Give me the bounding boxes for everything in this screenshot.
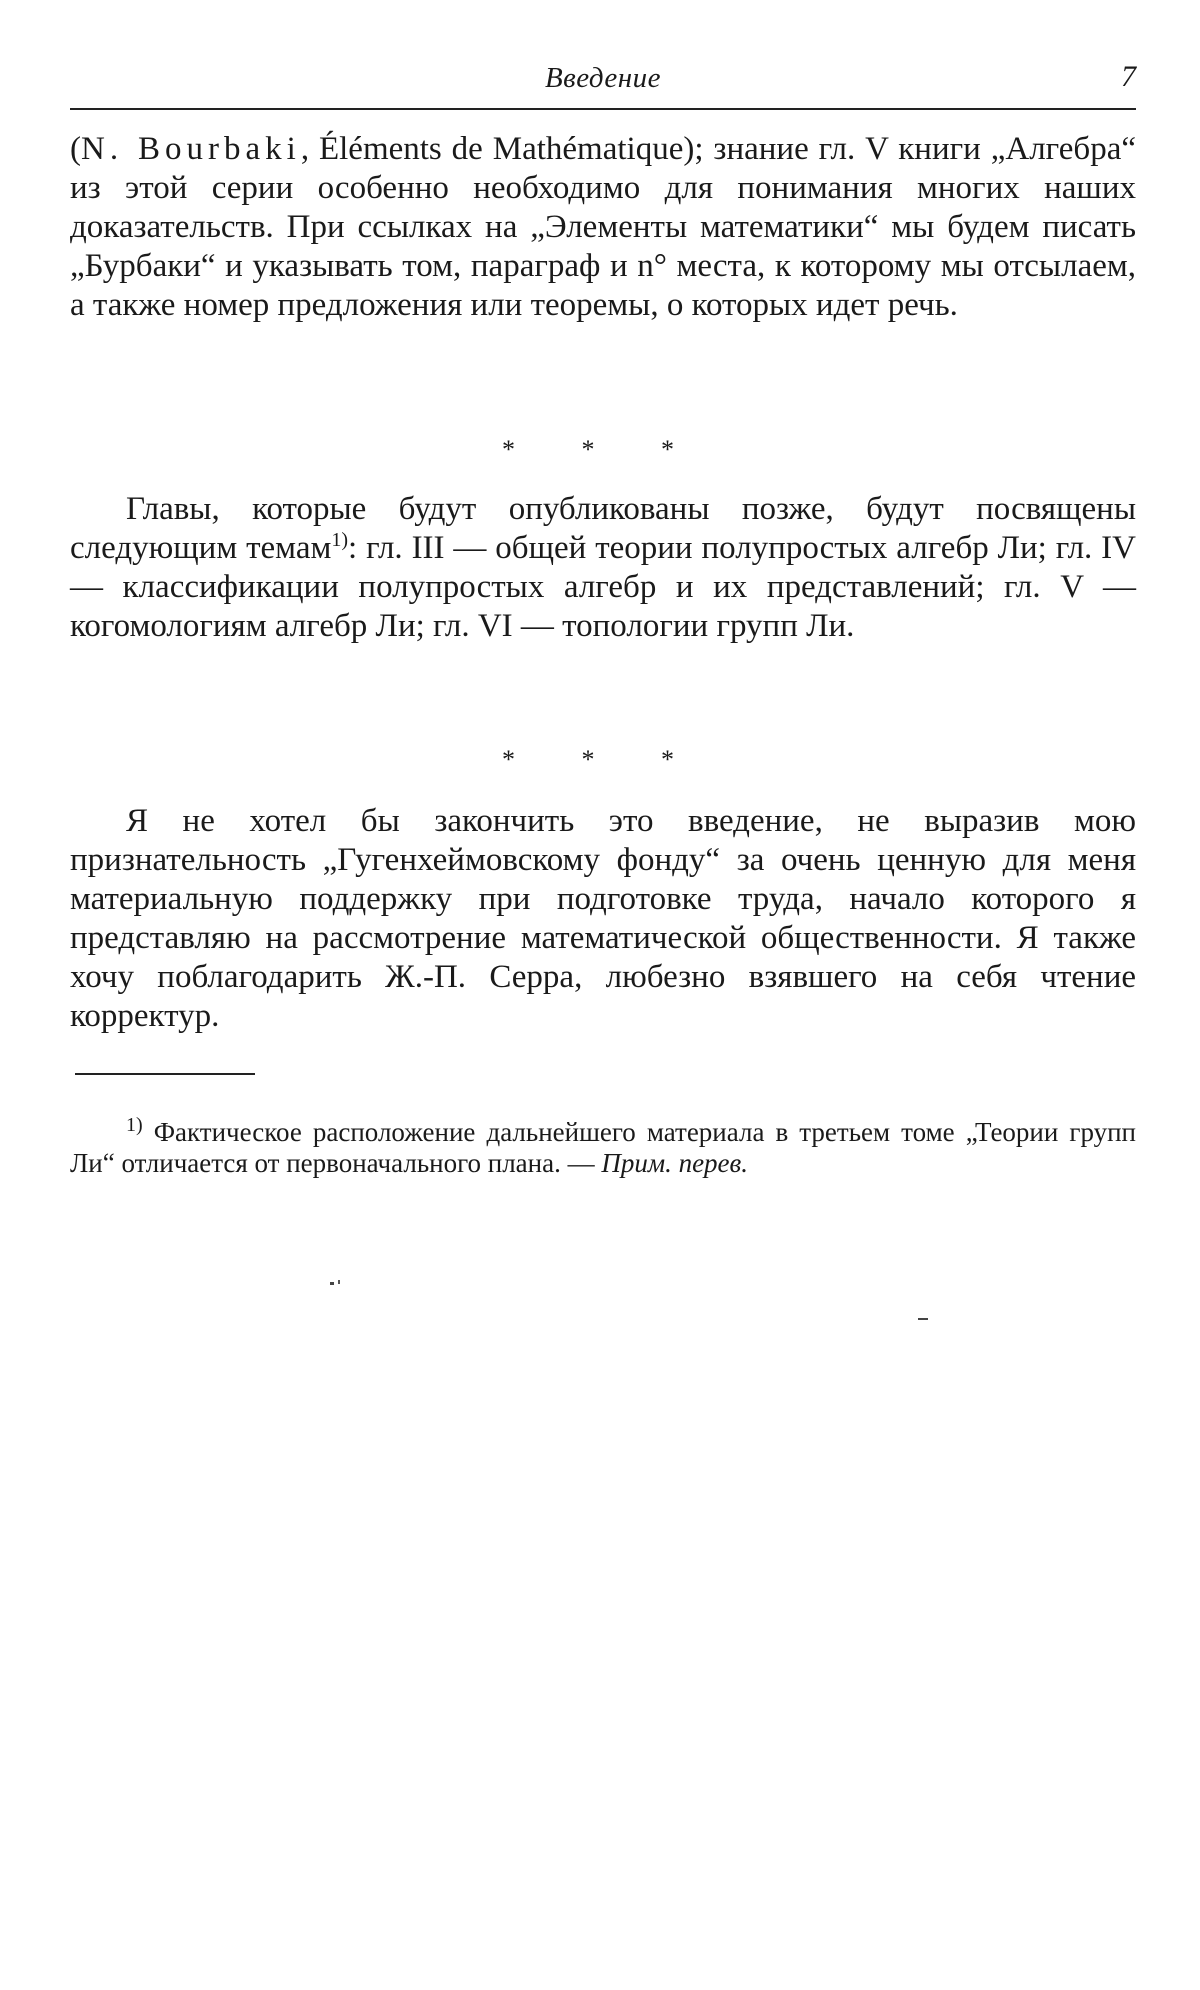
paragraph-future-chapters: [70, 490, 1136, 646]
header-rule: [70, 108, 1136, 110]
running-title: Введение: [544, 62, 662, 94]
translator-note: Прим. перев.: [601, 1148, 749, 1178]
footnote-rule: [75, 1073, 255, 1075]
page-number: 7: [1121, 60, 1136, 93]
footnote-text: Фактическое расположение дальнейшего материала в третьем томе „Теории групп Ли“ отличается от первоначального плана. —: [70, 1117, 1136, 1178]
scan-speck: [338, 1280, 340, 1284]
paragraph-text: Главы, которые будут опубликованы позже, будут посвящены следующим темам: [70, 491, 1136, 566]
paragraph-text-continued: : гл. III — общей теории полупростых алгебр Ли; гл. IV — классификации полупростых алгебр и их представлений; гл. V — когомологиям алгебр Ли; гл. VI — топологии групп Ли.: [70, 530, 1136, 644]
scan-speck: [918, 1318, 928, 1320]
paragraph-acknowledgements: Я не хотел бы закончить это введение, не выразив мою признательность „Гугенхеймовскому фонду“ за очень ценную для меня материальную поддержку при подготовке труда, начало которого я представляю на рассмотрение математической общественности. Я также хочу поблагодарить Ж.-П. Серра, любезно взявшего на себя чтение корректур.: [70, 803, 1136, 1034]
section-separator: * * *: [502, 745, 704, 774]
footnote-mark: 1): [126, 1114, 143, 1136]
footnote-reference: 1): [331, 529, 349, 551]
author-name: N. Bourbaki: [81, 131, 301, 167]
open-paren: (: [70, 131, 81, 167]
paragraph-text: , Éléments de Mathématique); знание гл. V книги „Алгебра“ из этой серии особенно необходимо для понимания многих наших доказательств. При ссылках на „Элементы математики“ мы будем писать „Бурбаки“ и указывать том, параграф и n° места, к которому мы отсылаем, а также номер предложения или теоремы, о которых идет речь.: [70, 131, 1136, 323]
paragraph-bourbaki-reference: [70, 130, 1136, 325]
section-separator: * * *: [502, 435, 704, 464]
scan-speck: [330, 1282, 334, 1285]
running-head: [70, 56, 1136, 106]
footnote: [70, 1114, 1136, 1179]
